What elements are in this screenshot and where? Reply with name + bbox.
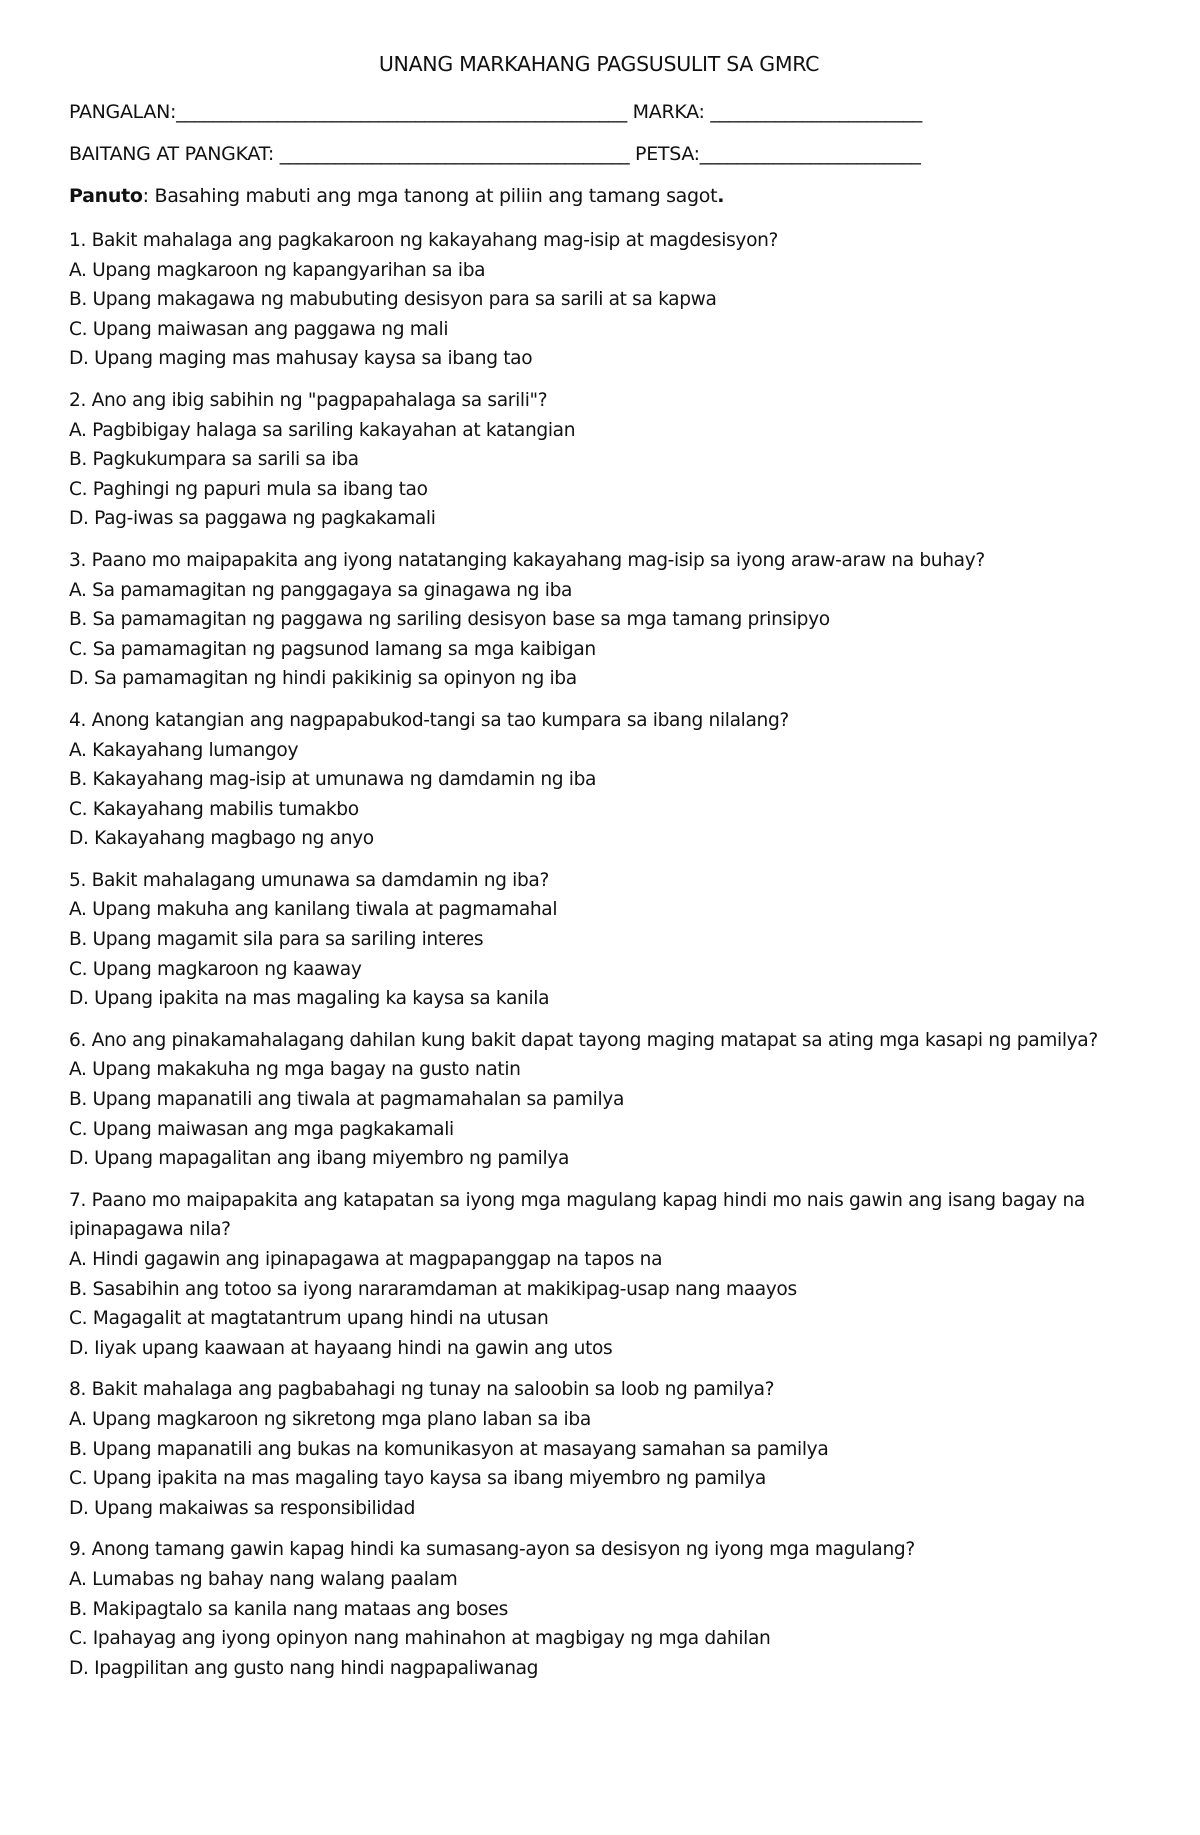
question-1 — [69, 226, 1129, 374]
choice-b: B. Upang mapanatili ang tiwala at pagmamahalan sa pamilya — [69, 1089, 625, 1111]
question-text: 9. Anong tamang gawin kapag hindi ka sumasang-ayon sa desisyon ng iyong mga magulang? — [69, 1539, 915, 1561]
choice-b: B. Sasabihin ang totoo sa iyong nararamdaman at makikipag-usap nang maayos — [69, 1278, 797, 1300]
choice-d: D. Sa pamamagitan ng hindi pakikinig sa opinyon ng iba — [69, 668, 577, 690]
exam-page — [69, 52, 1129, 1695]
choice-c: C. Upang ipakita na mas magaling tayo kaysa sa ibang miyembro ng pamilya — [69, 1468, 766, 1490]
choice-a: A. Upang magkaroon ng kapangyarihan sa iba — [69, 259, 486, 281]
question-4 — [69, 706, 1129, 854]
question-text: 1. Bakit mahalaga ang pagkakaroon ng kakayahang mag-isip at magdesisyon? — [69, 230, 779, 251]
choice-a: A. Hindi gagawin ang ipinapagawa at magpapanggap na tapos na — [69, 1249, 663, 1270]
choice-c: C. Ipahayag ang iyong opinyon nang mahinahon at magbigay ng mga dahilan — [69, 1628, 771, 1650]
choice-a: A. Upang magkaroon ng sikretong mga plano laban sa iba — [69, 1408, 591, 1430]
choice-a: A. Sa pamamagitan ng panggagaya sa ginagawa ng iba — [69, 579, 573, 601]
question-2 — [69, 386, 1129, 534]
choice-a: A. Upang makuha ang kanilang tiwala at pagmamahal — [69, 899, 558, 921]
question-text: 2. Ano ang ibig sabihin ng "pagpapahalaga sa sarili"? — [69, 389, 548, 411]
instructions-end: . — [717, 185, 725, 207]
choice-b: B. Makipagtalo sa kanila nang mataas ang boses — [69, 1598, 508, 1620]
choice-a: A. Upang makakuha ng mga bagay na gusto natin — [69, 1059, 521, 1081]
question-text: 6. Ano ang pinakamahalagang dahilan kung bakit dapat tayong maging matapat sa ating mga kasapi ng pamilya? — [69, 1029, 1098, 1051]
grade-date-row: BAITANG AT PANGKAT: ______________________________________ PETSA:________________________ — [69, 143, 921, 165]
choice-b: B. Upang magamit sila para sa sariling interes — [69, 929, 484, 951]
question-9 — [69, 1535, 1129, 1683]
question-text: 7. Paano mo maipapakita ang katapatan sa iyong mga magulang kapag hindi mo nais gawin ang isang bagay na ipinapagawa nila? — [69, 1189, 1085, 1241]
question-text: 3. Paano mo maipapakita ang iyong natatanging kakayahang mag-isip sa iyong araw-araw na buhay? — [69, 549, 985, 571]
question-text: 5. Bakit mahalagang umunawa sa damdamin ng iba? — [69, 869, 549, 891]
choice-c: C. Kakayahang mabilis tumakbo — [69, 798, 359, 820]
choice-d: D. Ipagpilitan ang gusto nang hindi nagpapaliwanag — [69, 1657, 539, 1679]
choice-c: C. Upang maiwasan ang paggawa ng mali — [69, 318, 449, 340]
instructions-label: Panuto — [69, 185, 143, 207]
question-6 — [69, 1026, 1129, 1174]
choice-d: D. Upang mapagalitan ang ibang miyembro ng pamilya — [69, 1148, 570, 1170]
choice-b: B. Kakayahang mag-isip at umunawa ng damdamin ng iba — [69, 769, 597, 791]
name-score-row: PANGALAN:_________________________________________________ MARKA: _______________________ — [69, 101, 922, 123]
question-list — [69, 226, 1129, 1683]
choice-c: C. Upang magkaroon ng kaaway — [69, 958, 362, 980]
question-5 — [69, 866, 1129, 1014]
question-3 — [69, 546, 1129, 694]
exam-title: UNANG MARKAHANG PAGSUSULIT SA GMRC — [378, 52, 820, 76]
choice-a: A. Pagbibigay halaga sa sariling kakayahan at katangian — [69, 419, 576, 441]
choice-b: B. Pagkukumpara sa sarili sa iba — [69, 449, 359, 471]
choice-a: A. Kakayahang lumangoy — [69, 739, 299, 761]
choice-d: D. Iiyak upang kaawaan at hayaang hindi na gawin ang utos — [69, 1337, 613, 1359]
choice-a: A. Lumabas ng bahay nang walang paalam — [69, 1568, 458, 1590]
choice-c: C. Sa pamamagitan ng pagsunod lamang sa mga kaibigan — [69, 638, 596, 660]
instructions-text: : Basahing mabuti ang mga tanong at piliin ang tamang sagot — [142, 185, 718, 207]
choice-b: B. Upang mapanatili ang bukas na komunikasyon at masayang samahan sa pamilya — [69, 1438, 829, 1460]
choice-c: C. Magagalit at magtatantrum upang hindi na utusan — [69, 1308, 549, 1330]
question-8 — [69, 1375, 1129, 1523]
choice-d: D. Upang ipakita na mas magaling ka kaysa sa kanila — [69, 988, 550, 1010]
question-7 — [69, 1186, 1129, 1364]
choice-d: D. Upang maging mas mahusay kaysa sa ibang tao — [69, 348, 533, 370]
choice-c: C. Paghingi ng papuri mula sa ibang tao — [69, 478, 428, 500]
choice-d: D. Pag-iwas sa paggawa ng pagkakamali — [69, 508, 436, 530]
choice-b: B. Sa pamamagitan ng paggawa ng sariling desisyon base sa mga tamang prinsipyo — [69, 609, 830, 631]
choice-d: D. Kakayahang magbago ng anyo — [69, 828, 374, 850]
choice-c: C. Upang maiwasan ang mga pagkakamali — [69, 1118, 454, 1140]
instructions — [69, 182, 1129, 210]
question-text: 8. Bakit mahalaga ang pagbabahagi ng tunay na saloobin sa loob ng pamilya? — [69, 1379, 775, 1401]
choice-d: D. Upang makaiwas sa responsibilidad — [69, 1497, 416, 1519]
choice-b: B. Upang makagawa ng mabubuting desisyon para sa sarili at sa kapwa — [69, 289, 717, 311]
question-text: 4. Anong katangian ang nagpapabukod-tangi sa tao kumpara sa ibang nilalang? — [69, 709, 789, 731]
